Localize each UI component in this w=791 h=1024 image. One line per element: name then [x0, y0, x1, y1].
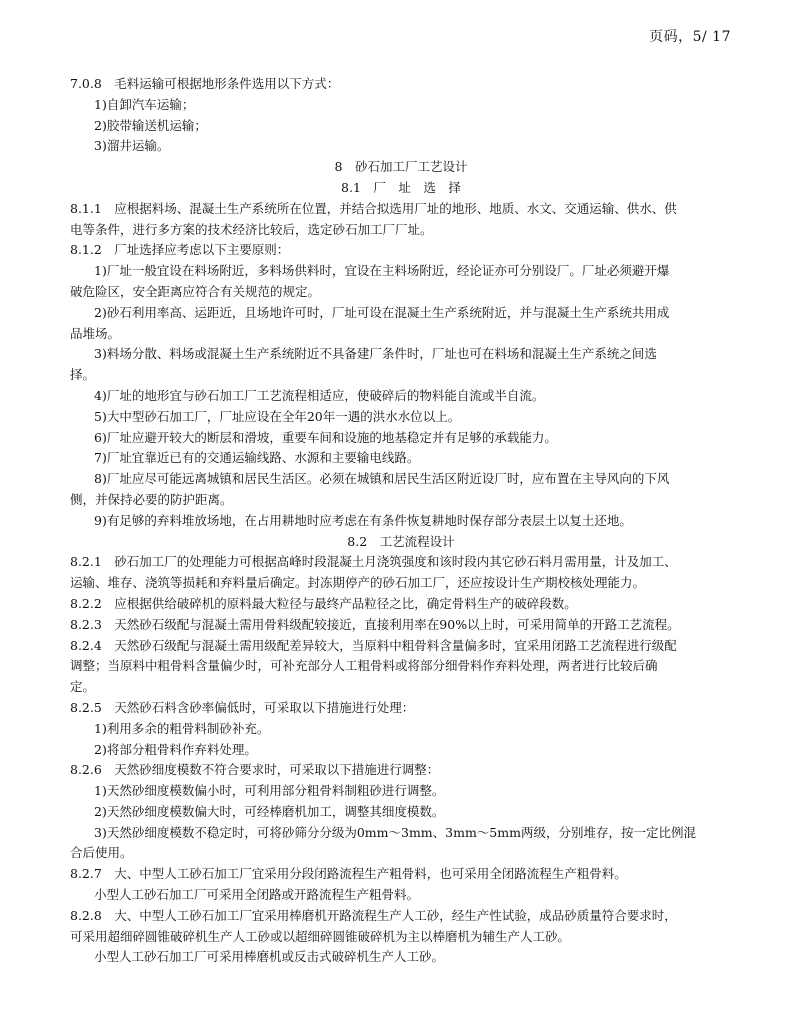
list-item: 2)天然砂细度模数偏大时，可经棒磨机加工，调整其细度模数。	[94, 803, 445, 819]
paragraph-continuation: 合后使用。	[70, 845, 133, 861]
paragraph-continuation: 破危险区，安全距离应符合有关规范的规定。	[70, 283, 321, 299]
list-item: 9)有足够的弃料堆放场地，在占用耕地时应考虑在有条件恢复耕地时保存部分表层土以复土还地。	[94, 512, 632, 528]
list-item: 2)将部分粗骨料作弃料处理。	[94, 741, 257, 757]
paragraph-continuation: 侧，并保持必要的防护距离。	[70, 491, 233, 507]
clause-8-2-7: 8.2.7 大、中型人工砂石加工厂宜采用分段闭路流程生产粗骨料，也可采用全闭路流程生产粗骨料。	[70, 866, 627, 882]
paragraph: 小型人工砂石加工厂可采用全闭路或开路流程生产粗骨料。	[94, 887, 420, 903]
list-item: 1)自卸汽车运输；	[94, 96, 195, 112]
list-item: 4)厂址的地形宜与砂石加工厂工艺流程相适应，使破碎后的物料能自流或半自流。	[94, 387, 545, 403]
list-item: 7)厂址宜靠近已有的交通运输线路、水源和主要输电线路。	[94, 450, 420, 466]
paragraph: 小型人工砂石加工厂可采用棒磨机或反击式破碎机生产人工砂。	[94, 949, 445, 965]
clause-8-2-5: 8.2.5 天然砂石料含砂率偏低时，可采取以下措施进行处理：	[70, 699, 415, 715]
list-item: 3)溜井运输。	[94, 138, 170, 154]
list-item: 6)厂址应避开较大的断层和滑坡，重要车间和设施的地基稳定并有足够的承载能力。	[94, 429, 557, 445]
paragraph-continuation: 可采用超细碎圆锥破碎机生产人工砂或以超细碎圆锥破碎机为主以棒磨机为辅生产人工砂。	[70, 928, 571, 944]
clause-8-1-1: 8.1.1 应根据料场、混凝土生产系统所在位置，并结合拟选用厂址的地形、地质、水文、交通运输、供水、供	[70, 200, 677, 216]
clause-8-2-6: 8.2.6 天然砂细度模数不符合要求时，可采取以下措施进行调整：	[70, 762, 440, 778]
list-item: 1)天然砂细度模数偏小时，可利用部分粗骨料制粗砂进行调整。	[94, 783, 445, 799]
clause-8-2-4: 8.2.4 天然砂石级配与混凝土需用级配差异较大，当原料中粗骨料含量偏多时，宜采用闭路工艺流程进行级配	[70, 637, 677, 653]
clause-8-2-1: 8.2.1 砂石加工厂的处理能力可根据高峰时段混凝土月浇筑强度和该时段内其它砂石料月需用量，计及加工、	[70, 554, 677, 570]
clause-8-2-8: 8.2.8 大、中型人工砂石加工厂宜采用棒磨机开路流程生产人工砂，经生产性试验，成品砂质量符合要求时，	[70, 907, 677, 923]
list-item: 2)胶带输送机运输；	[94, 117, 207, 133]
paragraph-continuation: 择。	[70, 367, 96, 383]
clause-7-0-8: 7.0.8 毛料运输可根据地形条件选用以下方式：	[70, 76, 340, 91]
list-item: 3)料场分散、料场或混凝土生产系统附近不具备建厂条件时，厂址也可在料场和混凝土生产系统之间选	[94, 346, 657, 362]
paragraph-continuation: 电等条件，进行多方案的技术经济比较后，选定砂石加工厂厂址。	[70, 221, 433, 237]
paragraph-continuation: 运输、堆存、浇筑等损耗和弃料量后确定。封冻期停产的砂石加工厂，还应按设计生产期校核处理能力。	[70, 575, 646, 591]
paragraph-continuation: 定。	[70, 679, 96, 695]
chapter-heading: 8 砂石加工厂工艺设计	[334, 159, 468, 175]
list-item: 2)砂石利用率高、运距近，且场地许可时，厂址可设在混凝土生产系统附近，并与混凝土生产系统共用成	[94, 304, 670, 320]
paragraph-continuation: 调整；当原料中粗骨料含量偏少时，可补充部分人工粗骨料或将部分细骨料作弃料处理，两者进行比较后确	[70, 658, 658, 674]
section-heading: 8.1 厂 址 选 择	[341, 179, 461, 195]
list-item: 5)大中型砂石加工厂，厂址应设在全年20年一遇的洪水水位以上。	[94, 408, 461, 424]
clause-8-2-2: 8.2.2 应根据供给破碎机的原料最大粒径与最终产品粒径之比，确定骨料生产的破碎段数。	[70, 595, 577, 611]
list-item: 8)厂址应尽可能远离城镇和居民生活区。必须在城镇和居民生活区附近设厂时，应布置在主导风向的下风	[94, 471, 670, 487]
list-item: 1)利用多余的粗骨料制砂补充。	[94, 720, 270, 736]
page-number: 页码，5/ 17	[649, 29, 731, 45]
list-item: 3)天然砂细度模数不稳定时，可将砂筛分分级为0mm～3mm、3mm～5mm两级，分别堆存，按一定比例混	[94, 824, 696, 840]
paragraph-continuation: 品堆场。	[70, 325, 121, 341]
clause-8-1-2: 8.1.2 厂址选择应考虑以下主要原则：	[70, 242, 290, 258]
document-body	[70, 74, 732, 968]
section-heading: 8.2 工艺流程设计	[347, 533, 455, 549]
list-item: 1)厂址一般宜设在料场附近，多料场供料时，宜设在主料场附近，经论证亦可分别设厂。厂址必须避开爆	[94, 263, 670, 279]
clause-8-2-3: 8.2.3 天然砂石级配与混凝土需用骨料级配较接近，直接利用率在90%以上时，可采用简单的开路工艺流程。	[70, 616, 680, 632]
